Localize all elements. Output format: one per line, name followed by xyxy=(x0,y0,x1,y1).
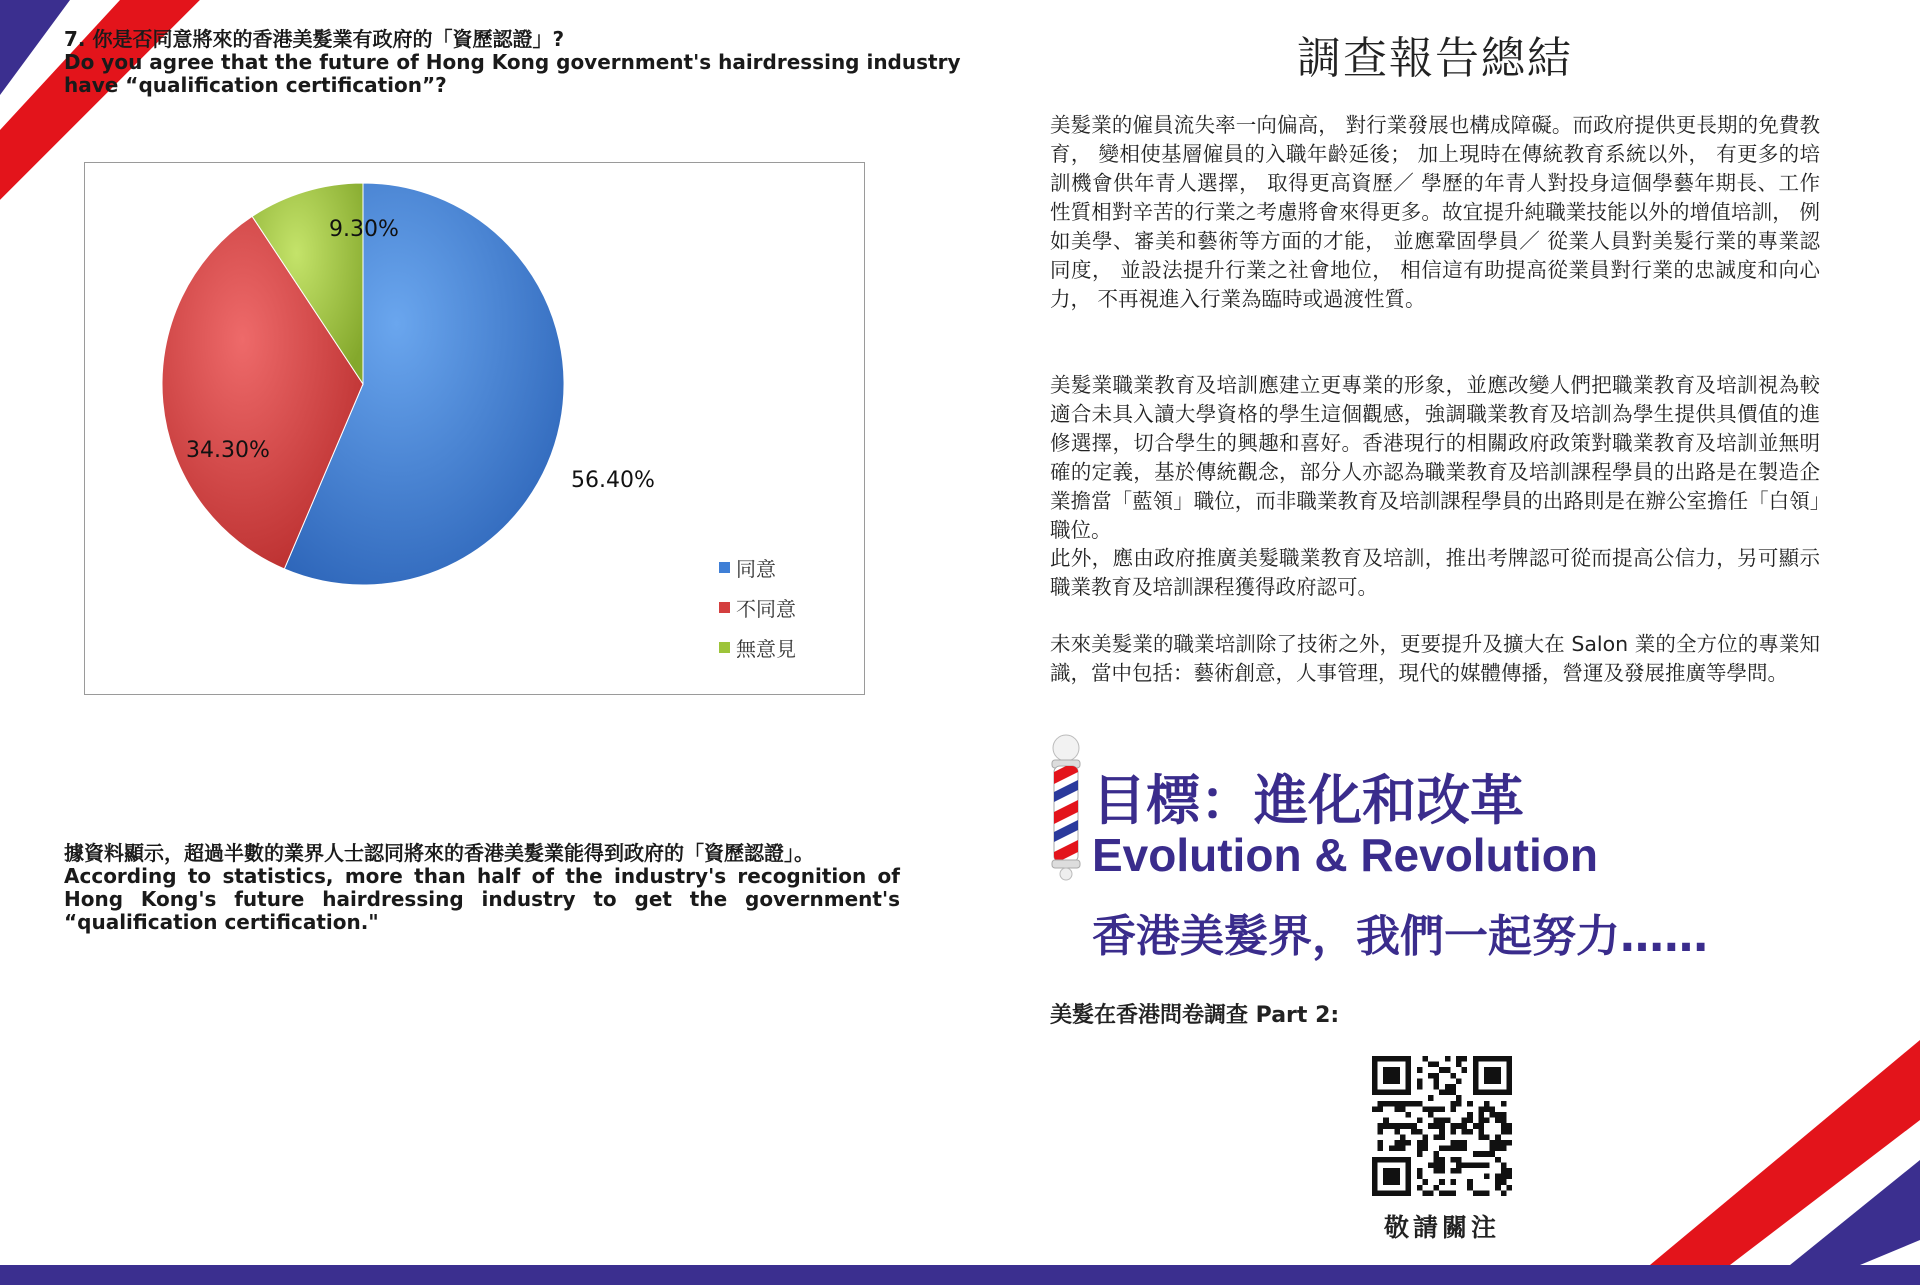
summary-paragraph-2: 美髮業職業教育及培訓應建立更專業的形象，並應改變人們把職業教育及培訓視為較適合未具入讀大學資格的學生這個觀感，強調職業教育及培訓為學生提供具價值的進修選擇，切合學生的興趣和喜好。香港現行的相關政府政策對職業教育及培訓並無明確的定義，基於傳統觀念，部分人亦認為職業教育及培訓課程學員的出路是在製造企業擔當「藍領」職位，而非職業教育及培訓課程學員的出路則是在辦公室擔任「白領」職位。 xyxy=(1050,373,1820,542)
barber-pole-icon xyxy=(1046,732,1086,882)
legend-item-no-opinion xyxy=(719,633,796,662)
summary-paragraph-3: 此外，應由政府推廣美髮職業教育及培訓，推出考牌認可從而提高公信力，另可顯示職業教育及培訓課程獲得政府認可。 xyxy=(1050,546,1820,599)
qr-caption: 敬請關注 xyxy=(1383,1213,1500,1242)
question-en-line-2: have “qualification certification”? xyxy=(64,73,447,97)
question-en-line-1: Do you agree that the future of Hong Kong government's hairdressing industry xyxy=(64,50,961,74)
legend-swatch-agree xyxy=(719,562,730,573)
pie-chart xyxy=(84,162,865,695)
legend-item-disagree xyxy=(719,593,796,622)
goal-title-zh: 目標：進化和改革 xyxy=(1092,769,1524,832)
goal-title-en: Evolution & Revolution xyxy=(1092,829,1598,881)
statistics-zh: 據資料顯示，超過半數的業界人士認同將來的香港美髮業能得到政府的「資歷認證」。 xyxy=(64,841,814,865)
question-zh: 7. 你是否同意將來的香港美髮業有政府的「資歷認證」? xyxy=(64,27,565,51)
legend-swatch-no-opinion xyxy=(719,642,730,653)
summary-paragraph-4: 未來美髮業的職業培訓除了技術之外，更要提升及擴大在 Salon 業的全方位的專業知識，當中包括：藝術創意，人事管理，現代的媒體傳播，營運及發展推廣等學問。 xyxy=(1050,632,1820,685)
data-label-disagree: 34.30% xyxy=(186,438,270,463)
statistics-statement xyxy=(64,842,900,934)
legend-label-disagree: 不同意 xyxy=(736,597,796,621)
survey-part-label: 美髮在香港問卷調查 Part 2: xyxy=(1050,1003,1340,1028)
data-label-no-opinion: 9.30% xyxy=(329,217,399,242)
legend-label-agree: 同意 xyxy=(736,557,776,581)
legend-item-agree xyxy=(719,553,776,582)
data-label-agree: 56.40% xyxy=(571,468,655,493)
legend-label-no-opinion: 無意見 xyxy=(736,637,796,661)
slogan: 香港美髮界，我們一起努力…… xyxy=(1092,911,1708,962)
summary-paragraph-1: 美髮業的僱員流失率一向偏高， 對行業發展也構成障礙。而政府提供更長期的免費教育， 變相使基層僱員的入職年齡延後； 加上現時在傳統教育系統以外， 有更多的培訓機會供年青人選擇， 取得更高資歷／ 學歷的年青人對投身這個學藝年期長、工作性質相對辛苦的行業之考慮將會來得更多。故宜提升純職業技能以外的增值培訓， 例如美學、審美和藝術等方面的才能， 並應鞏固學員／ 從業人員對美髮行業的專業認同度， 並設法提升行業之社會地位， 相信這有助提高從業員對行業的忠誠度和向心力， 不再視進入行業為臨時或過渡性質。 xyxy=(1050,113,1820,311)
survey-question xyxy=(64,27,961,97)
legend-swatch-disagree xyxy=(719,602,730,613)
statistics-en: According to statistics, more than half of the industry's recognition of Hong Kong's future hairdressing industry to get the government's “qualification certification." xyxy=(64,864,900,934)
summary-title: 調查報告總結 xyxy=(1297,33,1573,84)
qr-code[interactable] xyxy=(1372,1056,1512,1196)
